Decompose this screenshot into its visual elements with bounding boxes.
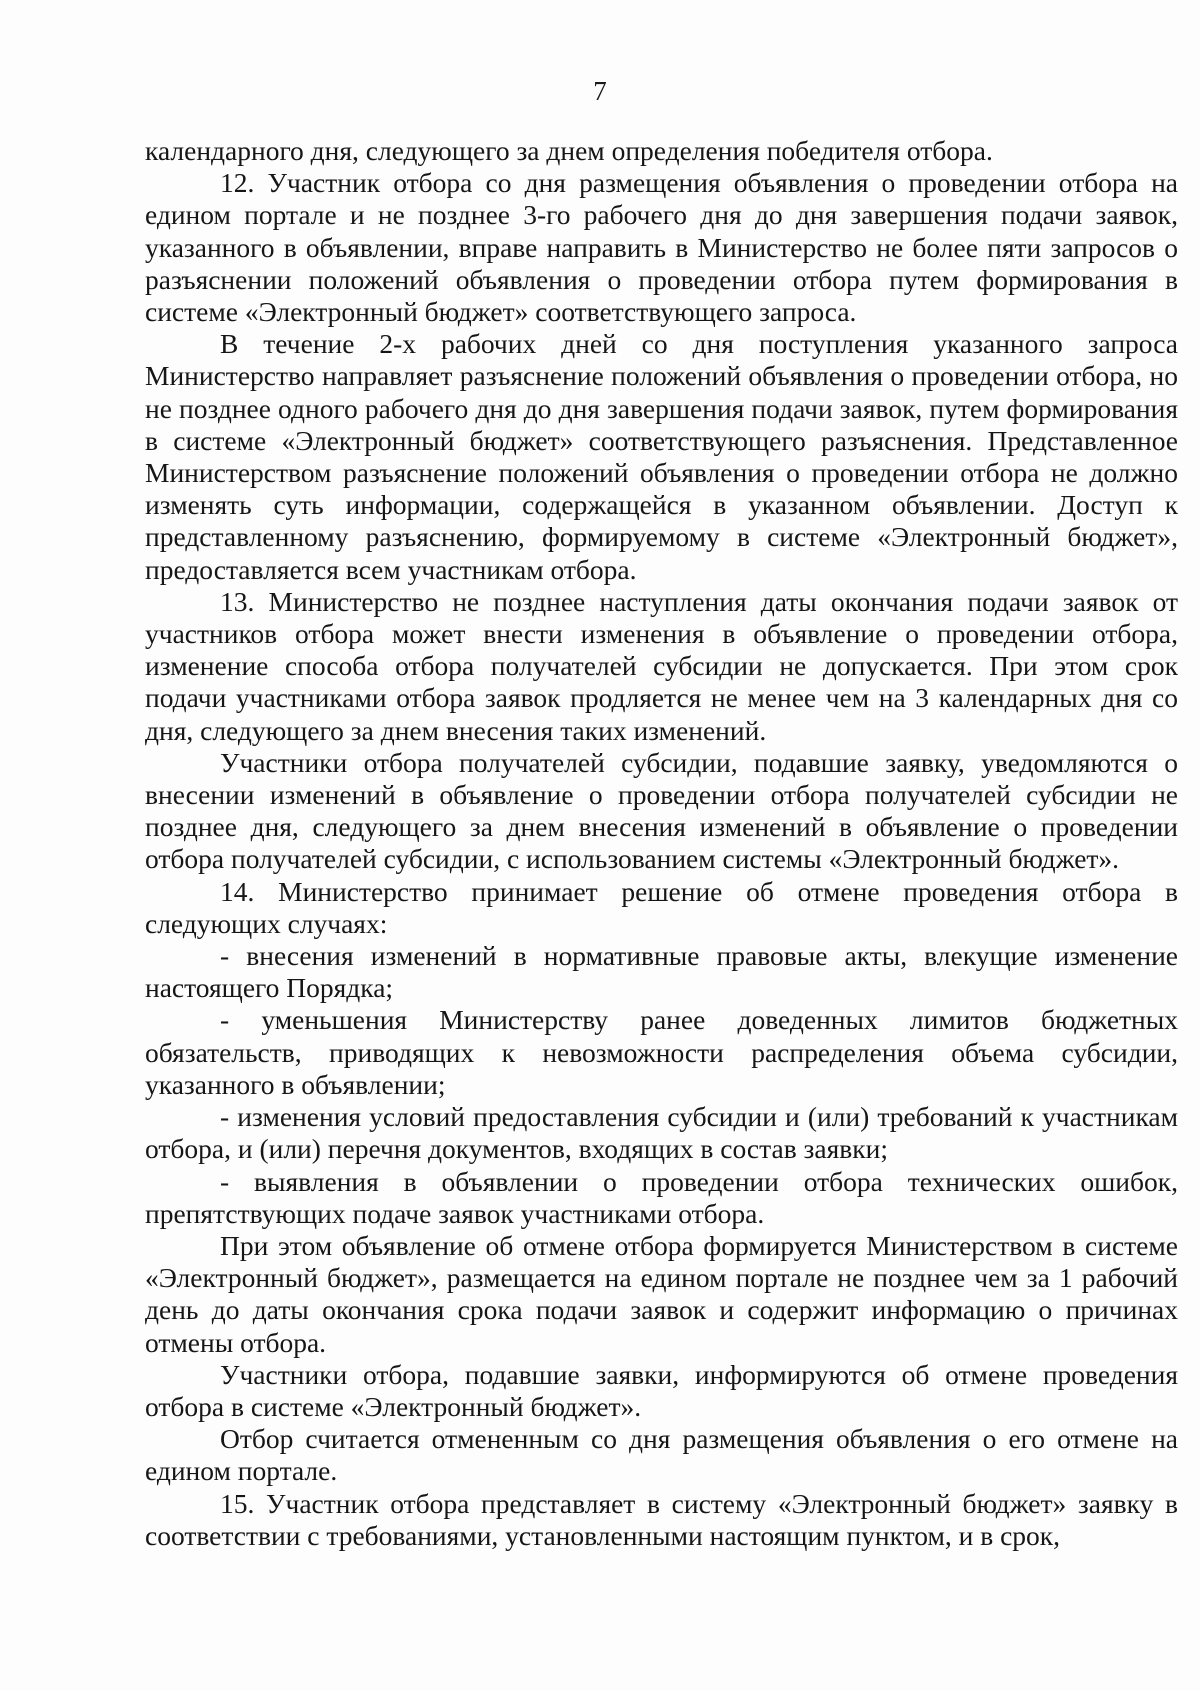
paragraph: При этом объявление об отмене отбора формируется Министерством в системе «Электронный бюджет», размещается на едином портале не позднее чем за 1 рабочий день до даты окончания срока подачи заявок и содержит информацию о причинах отмены отбора. <box>145 1229 1178 1358</box>
paragraph: 12. Участник отбора со дня размещения объявления о проведении отбора на едином портале и не позднее 3-го рабочего дня до дня завершения подачи заявок, указанного в объявлении, вправе направить в Министерство не более пяти запросов о разъяснении положений объявления о проведении отбора путем формирования в системе «Электронный бюджет» соответствующего запроса. <box>145 167 1178 328</box>
paragraph: В течение 2-х рабочих дней со дня поступления указанного запроса Министерство направляет разъяснение положений объявления о проведении отбора, но не позднее одного рабочего дня до дня завершения подачи заявок, путем формирования в системе «Электронный бюджет» соответствующего разъяснения. Представленное Министерством разъяснение положений объявления о проведении отбора не должно изменять суть информации, содержащейся в указанном объявлении. Доступ к представленному разъяснению, формируемому в системе «Электронный бюджет», предоставляется всем участникам отбора. <box>145 328 1178 585</box>
paragraph: 13. Министерство не позднее наступления даты окончания подачи заявок от участников отбора может внести изменения в объявление о проведении отбора, изменение способа отбора получателей субсидии не допускается. При этом срок подачи участниками отбора заявок продляется не менее чем на 3 календарных дня со дня, следующего за днем внесения таких изменений. <box>145 585 1178 746</box>
paragraph: 14. Министерство принимает решение об отмене проведения отбора в следующих случаях: <box>145 875 1178 939</box>
page-number: 7 <box>593 76 607 106</box>
paragraph: календарного дня, следующего за днем определения победителя отбора. <box>145 135 993 166</box>
document-body <box>145 135 1178 1552</box>
paragraph: 15. Участник отбора представляет в систему «Электронный бюджет» заявку в соответствии с требованиями, установленными настоящим пунктом, и в срок, <box>145 1487 1178 1551</box>
paragraph: Отбор считается отмененным со дня размещения объявления о его отмене на едином портале. <box>145 1423 1178 1487</box>
list-item: - изменения условий предоставления субсидии и (или) требований к участникам отбора, и (или) перечня документов, входящих в состав заявки; <box>145 1101 1178 1165</box>
list-item: - внесения изменений в нормативные правовые акты, влекущие изменение настоящего Порядка; <box>145 940 1178 1004</box>
paragraph: Участники отбора получателей субсидии, подавшие заявку, уведомляются о внесении изменений в объявление о проведении отбора получателей субсидии не позднее дня, следующего за днем внесения изменений в объявление о проведении отбора получателей субсидии, с использованием системы «Электронный бюджет». <box>145 746 1178 875</box>
list-item: - уменьшения Министерству ранее доведенных лимитов бюджетных обязательств, приводящих к невозможности распределения объема субсидии, указанного в объявлении; <box>145 1004 1178 1100</box>
list-item: - выявления в объявлении о проведении отбора технических ошибок, препятствующих подаче заявок участниками отбора. <box>145 1165 1178 1229</box>
paragraph: Участники отбора, подавшие заявки, информируются об отмене проведения отбора в системе «Электронный бюджет». <box>145 1358 1178 1422</box>
